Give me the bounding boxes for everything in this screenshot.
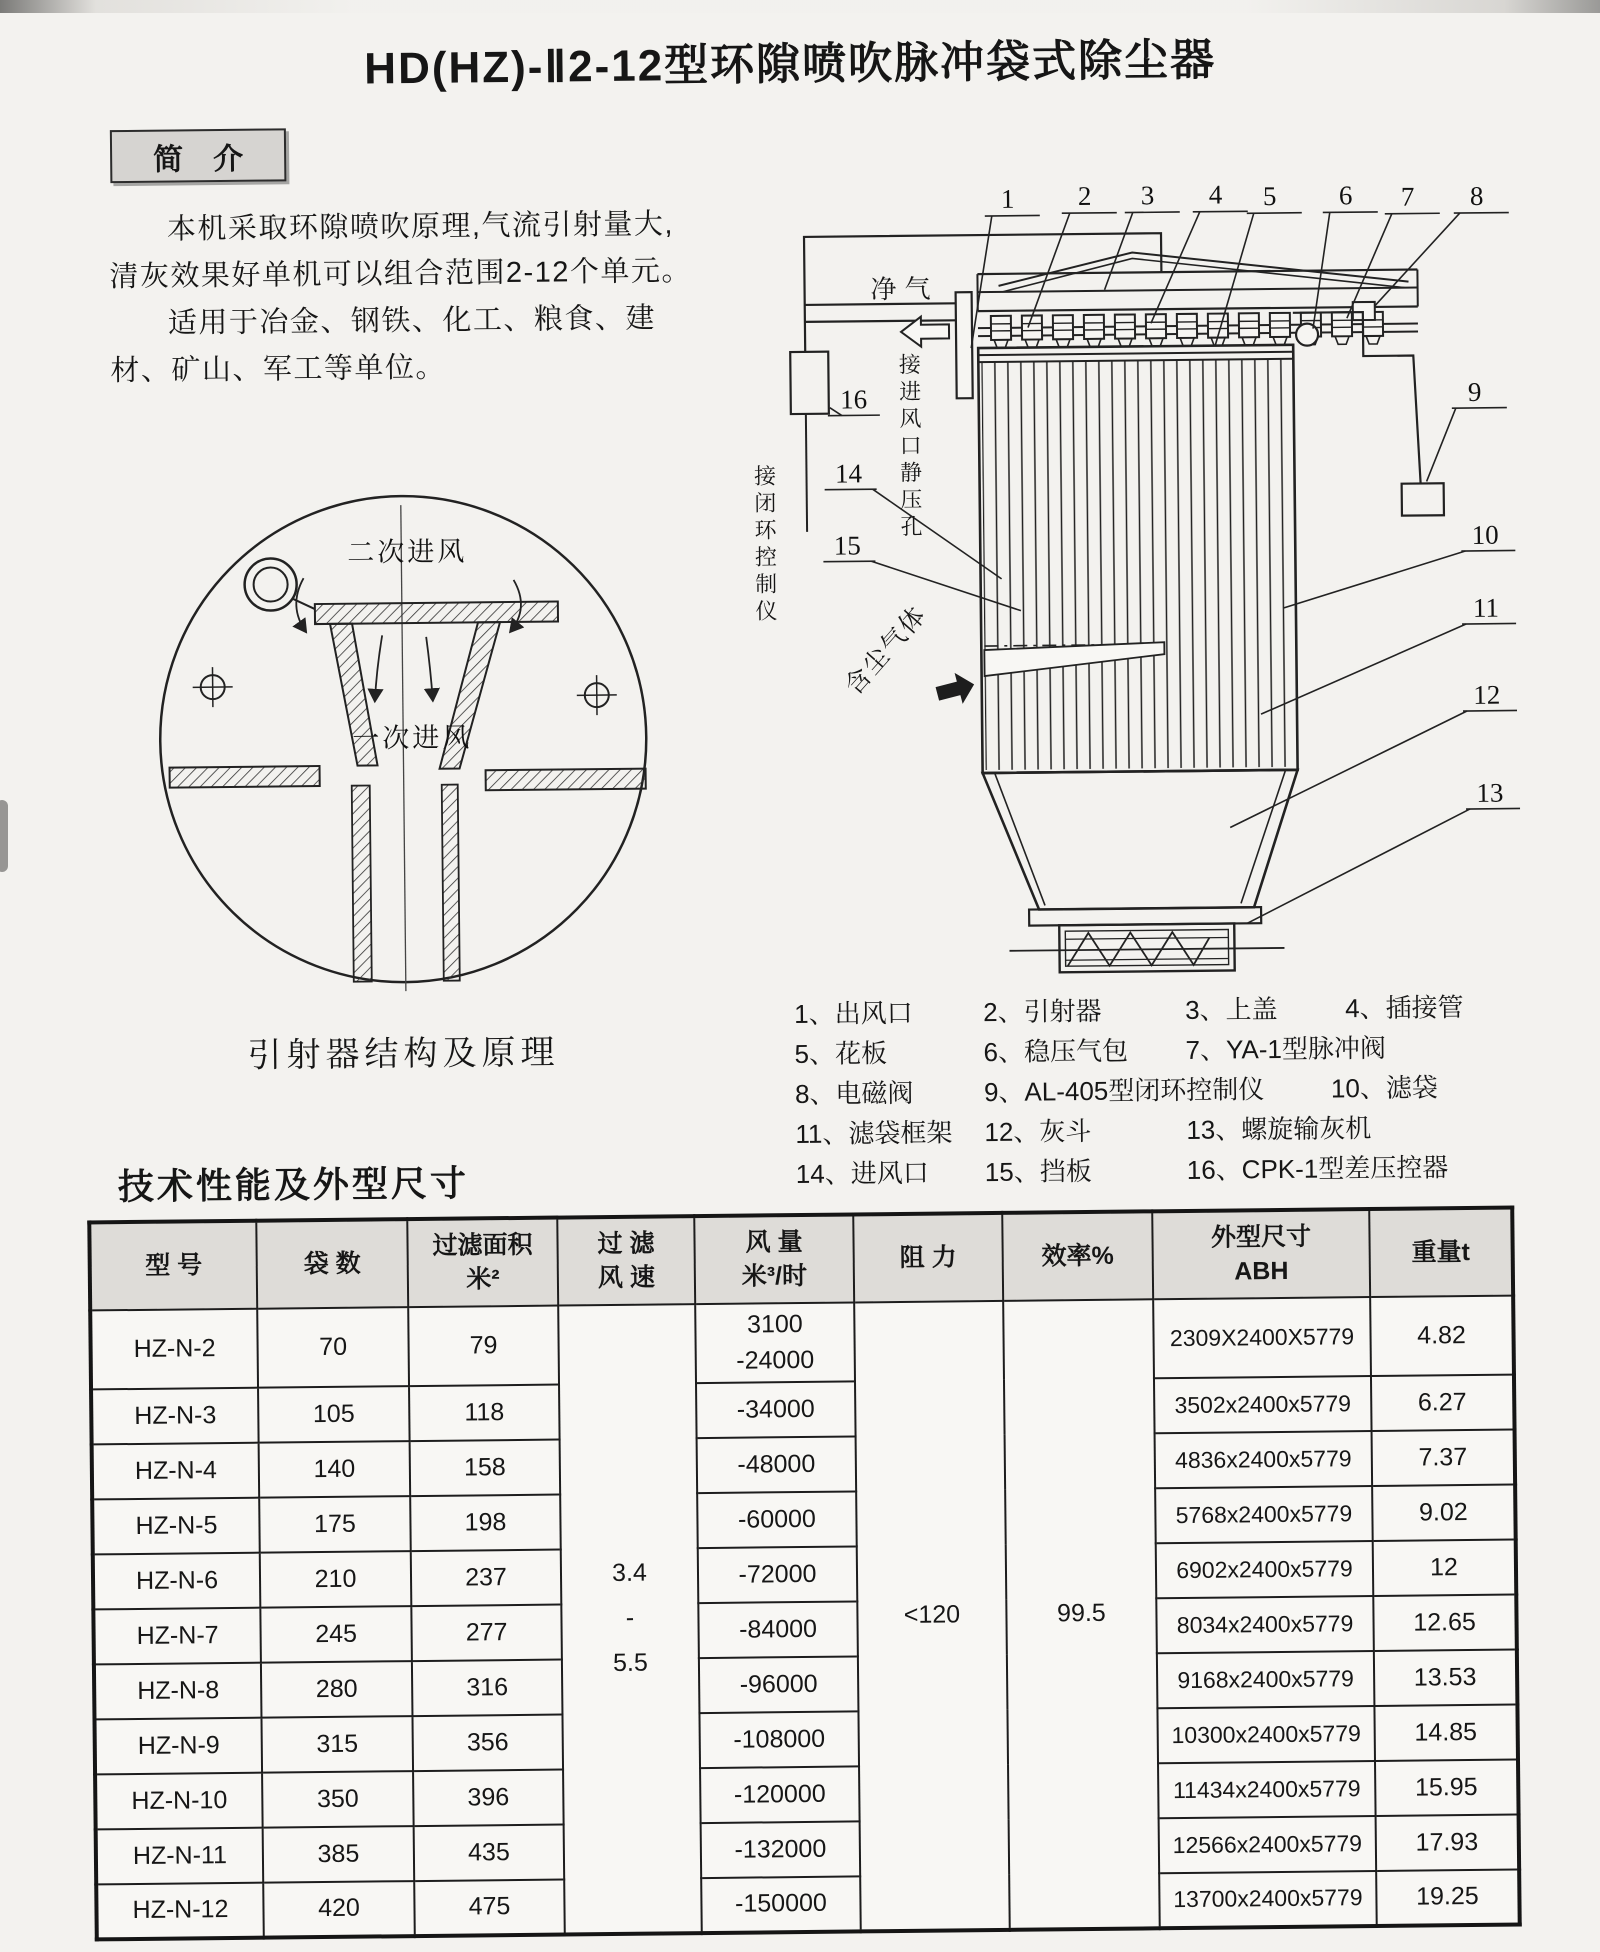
intro-heading-box <box>110 128 287 183</box>
table-cell: 12566x2400x5779 <box>1159 1816 1377 1873</box>
venturi-tube-wall-left <box>352 785 372 981</box>
column-header: 阻 力 <box>853 1213 1003 1303</box>
table-cell: 13.53 <box>1374 1649 1518 1705</box>
legend-item: 13、螺旋输灰机 <box>1186 1113 1372 1145</box>
table-cell: HZ-N-10 <box>95 1772 263 1829</box>
roof-line <box>998 250 1408 286</box>
table-cell: -84000 <box>698 1601 858 1658</box>
legend-row <box>796 1146 1556 1194</box>
table-cell: HZ-N-11 <box>96 1827 264 1884</box>
table-cell: HZ-N-7 <box>93 1607 261 1664</box>
outlet-duct-lower <box>805 320 956 322</box>
table-cell: <120 <box>854 1301 1010 1931</box>
column-header: 外型尺寸 ABH <box>1152 1209 1370 1299</box>
table-cell: -60000 <box>697 1491 857 1548</box>
callout-11: 11 <box>1472 592 1500 623</box>
table-cell: 6.27 <box>1371 1374 1515 1430</box>
table-cell: 245 <box>260 1606 412 1663</box>
ring-connector <box>292 598 315 609</box>
table-cell: 350 <box>262 1771 414 1828</box>
page-title: HD(HZ)-Ⅱ2-12型环隙喷吹脉冲袋式除尘器 <box>364 35 1217 94</box>
bolt-symbol-left <box>192 667 232 707</box>
legend-item: 6、稳压气包 <box>983 1035 1129 1068</box>
table-cell: HZ-N-9 <box>94 1717 262 1774</box>
closed-loop-label: 接闭环控制仪 <box>751 464 779 627</box>
callout-13: 13 <box>1476 777 1504 808</box>
spec-table-wrap <box>87 1206 1521 1941</box>
table-cell: 15.95 <box>1375 1759 1519 1815</box>
table-cell: 11434x2400x5779 <box>1158 1761 1376 1818</box>
secondary-air-ring-inner <box>253 567 287 601</box>
dusty-gas-label: 含尘气体 <box>839 600 933 701</box>
table-cell: 4836x2400x5779 <box>1155 1431 1373 1488</box>
table-cell: 6902x2400x5779 <box>1156 1541 1374 1598</box>
table-cell: 7.37 <box>1372 1429 1516 1485</box>
secondary-air-ring <box>244 558 297 611</box>
legend-item: 15、挡板 <box>984 1155 1092 1188</box>
table-cell: 277 <box>411 1604 562 1661</box>
table-cell: 315 <box>261 1716 413 1773</box>
column-header: 效率% <box>1002 1211 1153 1301</box>
table-cell: 13700x2400x5779 <box>1159 1871 1377 1928</box>
callout-5: 5 <box>1262 180 1277 212</box>
table-cell: 3502x2400x5779 <box>1154 1376 1372 1433</box>
filter-bags <box>981 359 1295 770</box>
table-cell: 105 <box>258 1386 410 1443</box>
label-secondary-air: 二次进风 <box>347 536 468 568</box>
base-plate-left <box>170 766 320 788</box>
ejector-diagram-drawing <box>153 487 658 1002</box>
legend-item: 1、出风口 <box>793 997 913 1030</box>
table-cell: 19.25 <box>1376 1869 1520 1925</box>
legend-item: 11、滤袋框架 <box>795 1117 953 1150</box>
outlet-flange <box>956 292 973 398</box>
table-cell: 158 <box>410 1439 561 1496</box>
table-cell: 17.93 <box>1376 1814 1520 1870</box>
table-cell: HZ-N-4 <box>92 1442 260 1499</box>
intro-paragraph-2: 适用于冶金、钢铁、化工、粮食、建材、矿山、军工等单位。 <box>110 302 657 388</box>
legend-item: 5、花板 <box>794 1038 888 1070</box>
column-header: 袋 数 <box>256 1219 408 1309</box>
airflow-arrow <box>426 637 433 701</box>
table-cell: 420 <box>263 1881 415 1938</box>
clean-air-label: 净气 <box>870 273 939 305</box>
ejector-caption: 引射器结构及原理 <box>247 1033 560 1075</box>
column-header: 风 量 米³/时 <box>694 1214 854 1304</box>
table-cell: 12.65 <box>1373 1594 1517 1650</box>
table-cell: 79 <box>408 1306 559 1386</box>
column-header: 重量t <box>1369 1208 1513 1297</box>
section-heading: 技术性能及外型尺寸 <box>117 1162 470 1208</box>
table-cell: 175 <box>259 1496 411 1553</box>
table-cell: 10300x2400x5779 <box>1157 1706 1375 1763</box>
conveyor-shaft <box>1009 948 1284 951</box>
table-cell: 316 <box>412 1659 563 1716</box>
table-cell: 4.82 <box>1370 1296 1514 1376</box>
legend-item: 7、YA-1型脉冲阀 <box>1185 1032 1387 1065</box>
dusty-gas-arrow-icon <box>933 669 978 710</box>
base-plate-right <box>486 769 646 791</box>
table-row <box>90 1296 1514 1389</box>
spec-table-body <box>90 1296 1520 1939</box>
top-cover <box>977 269 1417 274</box>
legend <box>794 986 1556 1194</box>
table-cell: 356 <box>412 1714 563 1771</box>
column-header: 型 号 <box>89 1221 257 1311</box>
ejector-diagram <box>153 487 658 1002</box>
callout-10: 10 <box>1471 519 1499 550</box>
legend-item: 8、电磁阀 <box>794 1077 914 1110</box>
callout-7: 7 <box>1400 181 1415 212</box>
tube-sheet <box>978 352 1293 355</box>
callout-3: 3 <box>1140 180 1155 211</box>
table-cell: 280 <box>261 1661 413 1718</box>
legend-item: 2、引射器 <box>982 995 1102 1028</box>
table-cell: 99.5 <box>1003 1299 1160 1929</box>
cpk-controller-box <box>790 352 829 414</box>
collector-drawing <box>739 164 1558 1017</box>
table-cell: 9168x2400x5779 <box>1157 1651 1375 1708</box>
table-cell: -120000 <box>700 1766 860 1823</box>
conveyor-line <box>1065 938 1228 940</box>
callout-12: 12 <box>1473 679 1501 710</box>
spec-table-header-row <box>89 1208 1513 1311</box>
venturi-tube-wall-right <box>442 785 460 981</box>
dust-collector-diagram <box>739 164 1558 1017</box>
column-header: 过滤面积 米² <box>407 1218 558 1308</box>
sensing-line <box>806 414 807 532</box>
table-cell: 3100 -24000 <box>695 1302 855 1382</box>
legend-item: 4、插接管 <box>1344 992 1464 1024</box>
label-primary-air: 一次进风 <box>352 722 473 754</box>
table-cell: -48000 <box>697 1436 857 1493</box>
table-cell: 396 <box>413 1769 564 1826</box>
legend-item: 9、AL-405型闭环控制仪 <box>983 1074 1265 1108</box>
callout-6: 6 <box>1338 180 1353 211</box>
table-cell: 140 <box>259 1441 411 1498</box>
legend-item: 16、CPK-1型差压控器 <box>1186 1152 1449 1185</box>
bolt-symbol-right <box>577 675 617 715</box>
al405-controller-box <box>1402 483 1444 515</box>
callout-15: 15 <box>833 530 861 561</box>
column-header: 过 滤 风 速 <box>557 1216 695 1305</box>
callout-4: 4 <box>1208 179 1223 210</box>
spec-table <box>87 1206 1521 1941</box>
table-cell: 3.4 - 5.5 <box>558 1304 702 1934</box>
top-cover-mid <box>978 287 1418 292</box>
table-cell: HZ-N-12 <box>96 1882 264 1939</box>
table-cell: 14.85 <box>1374 1704 1518 1760</box>
intro-text <box>109 201 699 395</box>
table-cell: HZ-N-6 <box>93 1552 261 1609</box>
table-cell: 385 <box>263 1826 415 1883</box>
table-cell: HZ-N-8 <box>94 1662 262 1719</box>
table-cell: 198 <box>410 1494 561 1551</box>
table-cell: -34000 <box>696 1381 856 1438</box>
table-cell: 237 <box>411 1549 562 1606</box>
table-cell: 118 <box>409 1384 560 1441</box>
table-cell: 2309X2400X5779 <box>1153 1297 1371 1378</box>
legend-item: 3、上盖 <box>1184 994 1278 1025</box>
hopper-inner-right <box>1240 770 1287 903</box>
table-cell: -72000 <box>698 1546 858 1603</box>
callout-9: 9 <box>1467 376 1482 407</box>
legend-item: 12、灰斗 <box>984 1115 1092 1148</box>
table-cell: 5768x2400x5779 <box>1155 1486 1373 1543</box>
airflow-arrow <box>374 635 383 701</box>
intro-paragraph-1: 本机采取环隙喷吹原理,气流引射量大,清灰效果好单机可以组合范围2-12个单元。 <box>109 208 693 294</box>
intro-heading: 简 介 <box>152 142 244 177</box>
table-cell: 8034x2400x5779 <box>1156 1596 1374 1653</box>
table-cell: 210 <box>260 1551 412 1608</box>
legend-item: 10、滤袋 <box>1330 1072 1439 1104</box>
table-cell: -150000 <box>701 1876 861 1933</box>
hopper <box>983 770 1299 910</box>
table-cell: HZ-N-3 <box>91 1387 259 1444</box>
callout-16: 16 <box>840 384 868 415</box>
legend-item: 14、进风口 <box>795 1157 929 1190</box>
air-reservoir <box>1296 324 1318 346</box>
callout-14: 14 <box>834 458 863 489</box>
table-cell: 9.02 <box>1372 1484 1516 1540</box>
hopper-inner-left <box>995 772 1045 906</box>
inlet-static-pressure-label: 接进风口静压孔 <box>896 352 924 542</box>
callout-1: 1 <box>1000 183 1015 214</box>
table-cell: HZ-N-5 <box>92 1497 260 1554</box>
table-cell: 70 <box>257 1307 409 1387</box>
table-cell: -96000 <box>699 1656 859 1713</box>
table-cell: -132000 <box>701 1821 861 1878</box>
table-cell: 12 <box>1373 1539 1517 1595</box>
table-cell: 435 <box>414 1824 565 1881</box>
callout-8: 8 <box>1469 180 1484 211</box>
table-cell: 475 <box>414 1879 565 1936</box>
callout-2: 2 <box>1077 180 1092 212</box>
table-cell: -108000 <box>699 1711 859 1768</box>
table-cell: HZ-N-2 <box>90 1309 258 1389</box>
